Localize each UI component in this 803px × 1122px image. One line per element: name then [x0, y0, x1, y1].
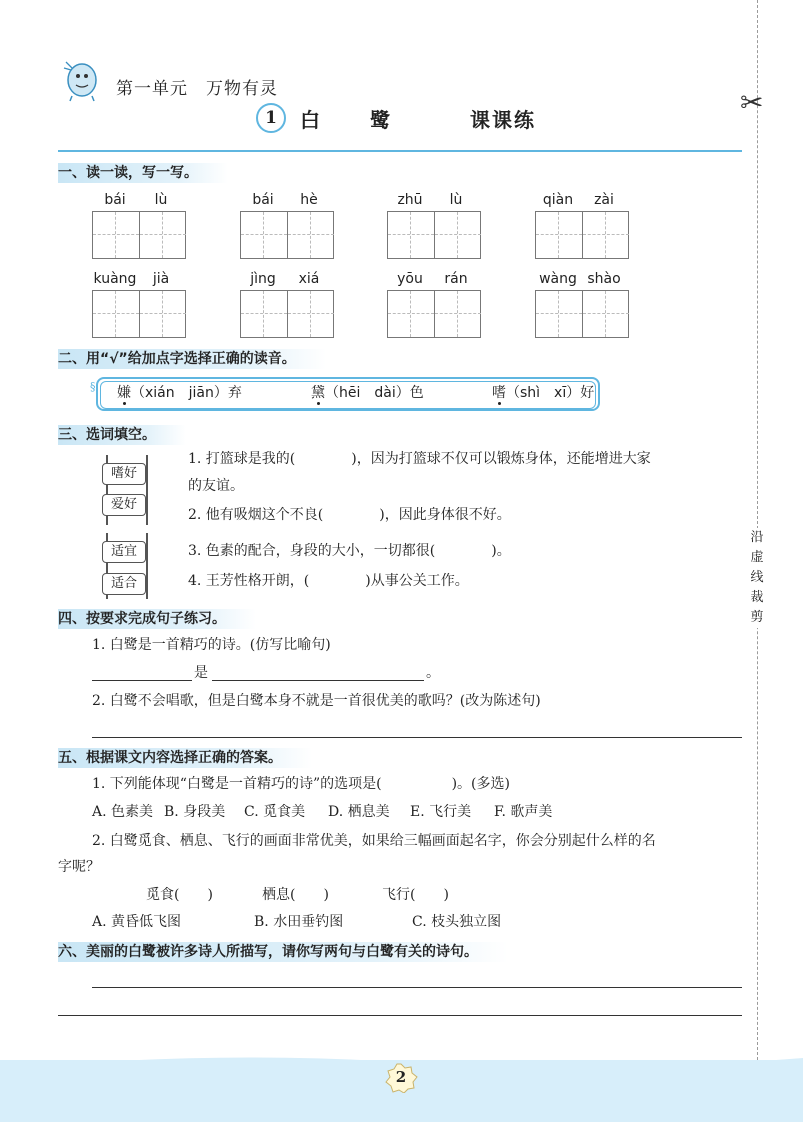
grid-guide: [457, 291, 458, 337]
s3-q1-line1: 1. 打篮球是我的( )，因为打篮球不仅可以锻炼身体，还能增进大家: [188, 451, 651, 467]
grid-guide: [435, 234, 481, 235]
s5-q2-blank-2[interactable]: 栖息( ): [262, 887, 329, 903]
header-divider: [58, 150, 742, 152]
pinyin-label: zhū: [397, 192, 423, 208]
s5-q1-option-c: C. 觅食美: [244, 804, 306, 820]
pinyin-label: wàng: [539, 271, 577, 287]
sign-post: [146, 533, 148, 599]
s3-q4: 4. 王芳性格开朗，( )从事公关工作。: [188, 573, 469, 589]
grid-cell[interactable]: [287, 291, 334, 337]
grid-guide: [558, 212, 559, 258]
word-choice-适宜: 适宜: [102, 541, 146, 563]
grid-cell[interactable]: [93, 291, 139, 337]
writing-grid[interactable]: [240, 211, 334, 259]
s5-q1: 1. 下列能体现“白鹭是一首精巧的诗”的选项是( )。(多选): [92, 776, 510, 792]
s4-q1-is: 是: [194, 665, 208, 681]
grid-guide: [583, 313, 629, 314]
grid-cell[interactable]: [434, 291, 481, 337]
writing-grid[interactable]: [387, 211, 481, 259]
cut-instruction: [747, 528, 767, 628]
grid-guide: [263, 291, 264, 337]
grid-guide: [410, 291, 411, 337]
grid-guide: [388, 234, 434, 235]
pinyin-label: jià: [152, 271, 170, 287]
pinyin-label: xiá: [298, 271, 320, 287]
writing-grid[interactable]: [535, 290, 629, 338]
cut-char: 沿: [750, 530, 764, 545]
pronunciation-item-3[interactable]: 嗜（shì xī）好: [492, 385, 595, 401]
grid-guide: [115, 212, 116, 258]
grid-cell[interactable]: [536, 212, 582, 258]
grid-cell[interactable]: [93, 212, 139, 258]
section4-heading: 四、按要求完成句子练习。: [58, 609, 256, 629]
spiral-icon: §: [90, 380, 96, 393]
grid-cell[interactable]: [388, 291, 434, 337]
cut-char: 线: [750, 570, 764, 585]
unit-title: 第一单元 万物有灵: [116, 79, 278, 99]
s5-q2-option-a: A. 黄昏低飞图: [92, 914, 182, 930]
grid-guide: [388, 313, 434, 314]
word-choice-嗜好: 嗜好: [102, 463, 146, 485]
cut-char: 虚: [750, 550, 764, 565]
writing-grid[interactable]: [92, 211, 186, 259]
grid-guide: [263, 212, 264, 258]
grid-guide: [288, 313, 334, 314]
grid-cell[interactable]: [536, 291, 582, 337]
word-choice-适合: 适合: [102, 573, 146, 595]
section1-heading: 一、读一读，写一写。: [58, 163, 228, 183]
pinyin-label: rán: [444, 271, 468, 287]
section2-heading: 二、用“√”给加点字选择正确的读音。: [58, 349, 326, 369]
s5-q2-line1: 2. 白鹭觅食、栖息、飞行的画面非常优美，如果给三幅画面起名字，你会分别起什么样的名: [92, 833, 656, 849]
grid-guide: [241, 313, 287, 314]
lesson-title: 白鹭: [300, 108, 440, 132]
s3-q1-line2: 的友谊。: [188, 478, 244, 494]
emphasis-dot: [123, 402, 126, 405]
pronunciation-item-1[interactable]: 嫌（xián jiān）弃: [117, 385, 242, 401]
grid-guide: [457, 212, 458, 258]
s5-q1-option-b: B. 身段美: [164, 804, 226, 820]
grid-guide: [162, 212, 163, 258]
grid-guide: [288, 234, 334, 235]
writing-grid[interactable]: [387, 290, 481, 338]
pinyin-label: lù: [154, 192, 168, 208]
s3-q3: 3. 色素的配合，身段的大小，一切都很( )。: [188, 543, 511, 559]
practice-label: 课课练: [470, 108, 536, 132]
s4-q1: 1. 白鹭是一首精巧的诗。(仿写比喻句): [92, 637, 331, 653]
grid-guide: [310, 291, 311, 337]
answer-blank[interactable]: [212, 680, 424, 681]
pinyin-label: bái: [252, 192, 274, 208]
pinyin-label: shào: [587, 271, 621, 287]
s5-q2-blank-1[interactable]: 觅食( ): [146, 887, 213, 903]
section3-heading: 三、选词填空。: [58, 425, 186, 445]
s5-q2-option-c: C. 枝头独立图: [412, 914, 502, 930]
grid-guide: [140, 313, 186, 314]
s5-q1-option-f: F. 歌声美: [494, 804, 553, 820]
s5-q2-blank-3[interactable]: 飞行( ): [382, 887, 449, 903]
word-choice-爱好: 爱好: [102, 494, 146, 516]
answer-line[interactable]: [92, 987, 742, 988]
grid-guide: [93, 313, 139, 314]
sign-post: [146, 455, 148, 525]
grid-guide: [140, 234, 186, 235]
grid-guide: [410, 212, 411, 258]
section6-heading: 六、美丽的白鹭被许多诗人所描写，请你写两句与白鹭有关的诗句。: [58, 942, 508, 962]
writing-grid[interactable]: [240, 290, 334, 338]
s5-q2-line2: 字呢？: [58, 859, 100, 875]
pinyin-label: lù: [449, 192, 463, 208]
grid-cell[interactable]: [582, 291, 629, 337]
pinyin-label: jìng: [250, 271, 276, 287]
grid-guide: [583, 234, 629, 235]
grid-cell[interactable]: [241, 212, 287, 258]
writing-grid[interactable]: [535, 211, 629, 259]
answer-line[interactable]: [92, 737, 742, 738]
pronunciation-item-2[interactable]: 黛（hēi dài）色: [311, 385, 424, 401]
scissors-icon: ✂: [740, 86, 764, 119]
s5-q1-option-a: A. 色素美: [92, 804, 154, 820]
grid-guide: [162, 291, 163, 337]
grid-cell[interactable]: [139, 212, 186, 258]
grid-guide: [536, 234, 582, 235]
s4-q2: 2. 白鹭不会唱歌，但是白鹭本身不就是一首很优美的歌吗？(改为陈述句): [92, 693, 541, 709]
lesson-number-badge: 1: [256, 103, 286, 133]
emphasis-dot: [498, 402, 501, 405]
grid-guide: [435, 313, 481, 314]
pinyin-label: hè: [300, 192, 318, 208]
section5-heading: 五、根据课文内容选择正确的答案。: [58, 748, 312, 768]
answer-line[interactable]: [58, 1015, 742, 1016]
pinyin-label: bái: [104, 192, 126, 208]
grid-guide: [310, 212, 311, 258]
pinyin-label: qiàn: [542, 192, 574, 208]
s5-q1-option-d: D. 栖息美: [328, 804, 390, 820]
grid-cell[interactable]: [434, 212, 481, 258]
cut-char: 剪: [750, 610, 764, 625]
grid-cell[interactable]: [241, 291, 287, 337]
grid-cell[interactable]: [582, 212, 629, 258]
writing-grid[interactable]: [92, 290, 186, 338]
grid-guide: [605, 212, 606, 258]
grid-guide: [536, 313, 582, 314]
grid-guide: [93, 234, 139, 235]
page-number: 2: [395, 1068, 407, 1086]
s4-q1-end: 。: [426, 665, 440, 681]
pinyin-label: zài: [594, 192, 614, 208]
cut-char: 裁: [750, 590, 764, 605]
grid-guide: [605, 291, 606, 337]
grid-guide: [558, 291, 559, 337]
s3-q2: 2. 他有吸烟这个不良( )，因此身体很不好。: [188, 507, 511, 523]
grid-guide: [115, 291, 116, 337]
grid-guide: [241, 234, 287, 235]
grid-cell[interactable]: [388, 212, 434, 258]
emphasis-dot: [317, 402, 320, 405]
mascot-icon: [58, 52, 104, 102]
pinyin-label: kuàng: [93, 271, 137, 287]
grid-cell[interactable]: [139, 291, 186, 337]
pinyin-label: yōu: [397, 271, 423, 287]
answer-blank[interactable]: [92, 680, 192, 681]
grid-cell[interactable]: [287, 212, 334, 258]
s5-q2-option-b: B. 水田垂钓图: [254, 914, 344, 930]
s5-q1-option-e: E. 飞行美: [410, 804, 472, 820]
